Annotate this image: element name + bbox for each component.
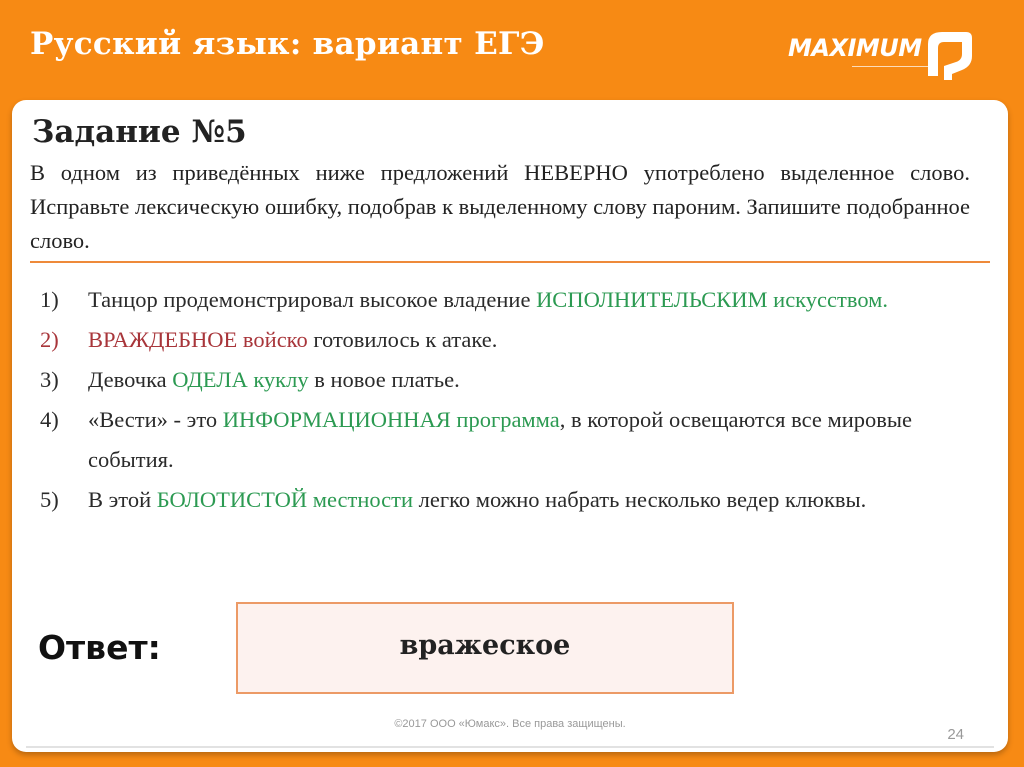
item-text: Танцор продемонстрировал высокое владение (88, 287, 537, 312)
item-highlight: ОДЕЛА куклу (172, 367, 309, 392)
logo-tagline-line (852, 66, 932, 70)
copyright-footer: ©2017 ООО «Юмакс». Все права защищены. (394, 718, 626, 730)
answer-value: вражеское (399, 630, 571, 661)
list-item (40, 480, 970, 520)
item-text: «Вести» - это (88, 407, 223, 432)
item-highlight: БОЛОТИСТОЙ местности (156, 487, 414, 512)
item-text: Девочка (88, 367, 173, 392)
item-highlight: ВРАЖДЕБНОЕ войско (88, 327, 308, 352)
logo-mark-icon (922, 26, 974, 82)
item-highlight: ИСПОЛНИТЕЛЬСКИМ искусством. (536, 287, 889, 312)
answer-box (236, 602, 734, 694)
sentence-list (40, 280, 970, 520)
item-number: 4) (40, 407, 59, 432)
logo-text: MAXIMUM (788, 34, 922, 62)
list-item (40, 400, 970, 480)
bottom-divider (26, 746, 994, 748)
task-instruction: В одном из приведённых ниже предложений НЕВЕРНО употреблено выделенное слово. Исправьте лексическую ошибку, подобрав к выделенному слову пароним. Запишите подобранное слово. (30, 160, 970, 253)
page-title: Русский язык: вариант ЕГЭ (30, 26, 545, 62)
list-item (40, 360, 970, 400)
list-item (40, 280, 970, 320)
list-item (40, 320, 970, 360)
item-text-after: легко можно набрать несколько ведер клюквы. (413, 487, 867, 512)
maximum-logo (788, 26, 978, 86)
item-highlight: ИНФОРМАЦИОННАЯ программа (222, 407, 560, 432)
page-number: 24 (947, 726, 964, 743)
item-text-after: в новое платье. (308, 367, 460, 392)
item-text-after: , в которой освещаются все мировые события. (88, 407, 912, 472)
divider (30, 261, 990, 263)
item-text-after: готовилось к атаке. (307, 327, 498, 352)
item-text: В этой (88, 487, 157, 512)
answer-label: Ответ: (38, 628, 161, 667)
item-number: 5) (40, 487, 59, 512)
item-number: 3) (40, 367, 59, 392)
task-title: Задание №5 (32, 114, 247, 150)
content-panel (12, 100, 1008, 752)
item-number: 2) (40, 327, 59, 352)
item-number: 1) (40, 287, 59, 312)
